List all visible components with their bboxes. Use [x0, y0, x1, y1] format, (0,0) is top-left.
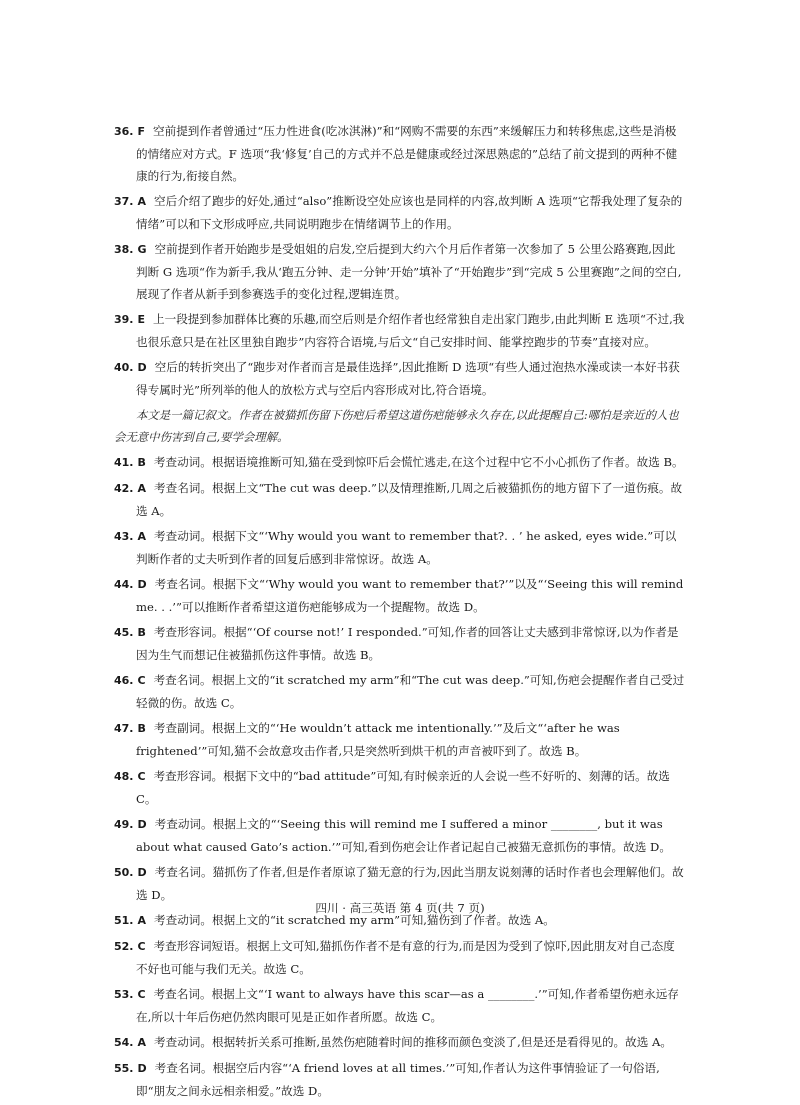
answer-group-36-40: [114, 120, 686, 401]
answer-letter: A: [137, 914, 147, 927]
answer-item: [114, 669, 686, 714]
explanation-text: 考查名词。根据上文“‘I want to always have this scar—as a ________.’”可知,作者希望伤疤永远存在,所以十年后伤疤仍然肉眼可见是正如作者所愿。故选 C。: [136, 987, 679, 1024]
question-number: 52.: [114, 940, 134, 953]
answer-item: [114, 120, 686, 187]
answer-letter: C: [137, 988, 146, 1001]
explanation-text: 考查名词。根据上文的“it scratched my arm”和“The cut was deep.”可知,伤疤会提醒作者自己受过轻微的伤。故选 C。: [136, 673, 685, 710]
answer-item: [114, 477, 686, 522]
answer-letter: C: [137, 770, 146, 783]
answer-letter: A: [137, 1036, 147, 1049]
answer-letter: B: [137, 626, 146, 639]
answer-letter: C: [137, 940, 146, 953]
answer-item: [114, 308, 686, 353]
explanation-text: 考查动词。根据下文“‘Why would you want to remember that?. . ’ he asked, eyes wide.”可以判断作者的丈夫听到作者的回复后感到非常惊讶。故选 A。: [136, 529, 677, 566]
explanation-text: 上一段提到参加群体比赛的乐趣,而空后则是介绍作者也经常独自走出家门跑步,由此判断 E 选项“不过,我也很乐意只是在社区里独自跑步”内容符合语境,与后文“自己安排时间、能掌控跑步的节奏”直接对应。: [136, 312, 685, 349]
question-number: 54.: [114, 1036, 134, 1049]
question-number: 46.: [114, 674, 134, 687]
explanation-text: 考查名词。根据空后内容“‘A friend loves at all times.’”可知,作者认为这件事情验证了一句俗语,即“朋友之间永远相亲相爱。”故选 D。: [136, 1061, 660, 1098]
question-number: 42.: [114, 482, 134, 495]
answer-letter: D: [137, 818, 147, 831]
answer-group-41-55: [114, 451, 686, 1102]
answer-item: [114, 983, 686, 1028]
answer-letter: D: [137, 866, 147, 879]
explanation-text: 空后介绍了跑步的好处,通过“also”推断设空处应该也是同样的内容,故判断 A 选项“它帮我处理了复杂的情绪”可以和下文形成呼应,共同说明跑步在情绪调节上的作用。: [136, 194, 683, 231]
question-number: 50.: [114, 866, 134, 879]
explanation-text: 考查名词。猫抓伤了作者,但是作者原谅了猫无意的行为,因此当朋友说刻薄的话时作者也会理解他们。故选 D。: [136, 865, 684, 902]
explanation-text: 考查形容词。根据“‘Of course not!’ I responded.”可知,作者的回答让丈夫感到非常惊讶,以为作者是因为生气而想记住被猫抓伤这件事情。故选 B。: [136, 625, 679, 662]
answer-letter: D: [137, 1062, 147, 1075]
question-number: 45.: [114, 626, 134, 639]
answer-item: [114, 238, 686, 305]
explanation-text: 空前提到作者曾通过“压力性进食(吃冰淇淋)”和“网购不需要的东西”来缓解压力和转移焦虑,这些是消极的情绪应对方式。F 选项“我‘修复’自己的方式并不总是健康或经过深思熟虑的”总结了前文提到的两种不健康的行为,衔接自然。: [136, 124, 678, 183]
answer-item: [114, 717, 686, 762]
question-number: 43.: [114, 530, 134, 543]
question-number: 38.: [114, 243, 134, 256]
answer-letter: G: [137, 243, 147, 256]
answer-explanations: [114, 120, 686, 1105]
answer-letter: B: [137, 722, 146, 735]
explanation-text: 考查动词。根据上文的“it scratched my arm”可知,猫伤到了作者。故选 A。: [154, 913, 555, 927]
answer-letter: A: [137, 530, 147, 543]
explanation-text: 空前提到作者开始跑步是受姐姐的启发,空后提到大约六个月后作者第一次参加了 5 公里公路赛跑,因此判断 G 选项“作为新手,我从‘跑五分钟、走一分钟’开始”填补了“开始跑步”到“完成 5 公里赛跑”之间的空白,展现了作者从新手到参赛选手的变化过程,逻辑连贯。: [136, 242, 682, 301]
answer-item: [114, 525, 686, 570]
explanation-text: 考查动词。根据转折关系可推断,虽然伤疤随着时间的推移而颜色变淡了,但是还是看得见的。故选 A。: [154, 1035, 672, 1049]
explanation-text: 考查形容词短语。根据上文可知,猫抓伤作者不是有意的行为,而是因为受到了惊吓,因此朋友对自己态度不好也可能与我们无关。故选 C。: [136, 939, 675, 976]
question-number: 40.: [114, 361, 134, 374]
explanation-text: 考查名词。根据下文“‘Why would you want to remember that?’”以及“‘Seeing this will remind me. . .’”可以推断作者希望这道伤疤能够成为一个提醒物。故选 D。: [136, 577, 684, 614]
answer-item: [114, 935, 686, 980]
answer-item: [114, 765, 686, 810]
answer-item: [114, 356, 686, 401]
answer-item: [114, 1057, 686, 1102]
answer-letter: E: [137, 313, 146, 326]
explanation-text: 考查形容词。根据下文中的“bad attitude”可知,有时候亲近的人会说一些不好听的、刻薄的话。故选 C。: [136, 769, 670, 806]
question-number: 55.: [114, 1062, 134, 1075]
question-number: 41.: [114, 456, 134, 469]
question-number: 48.: [114, 770, 134, 783]
question-number: 53.: [114, 988, 134, 1001]
answer-letter: A: [137, 195, 147, 208]
question-number: 36.: [114, 125, 134, 138]
question-number: 39.: [114, 313, 134, 326]
answer-item: [114, 621, 686, 666]
explanation-text: 考查动词。根据语境推断可知,猫在受到惊吓后会慌忙逃走,在这个过程中它不小心抓伤了作者。故选 B。: [153, 455, 684, 469]
answer-letter: F: [137, 125, 146, 138]
answer-letter: D: [137, 578, 147, 591]
answer-item: [114, 451, 686, 474]
answer-letter: D: [137, 361, 147, 374]
explanation-text: 考查动词。根据上文的“‘Seeing this will remind me I suffered a minor ________, but it was about what caused Gato’s action.’”可知,看到伤疤会让作者记起自己被猫无意抓伤的事情。故选 D。: [136, 817, 671, 854]
question-number: 47.: [114, 722, 134, 735]
page-footer: 四川 · 高三英语 第 4 页(共 7 页): [315, 901, 485, 915]
answer-letter: A: [137, 482, 147, 495]
explanation-text: 考查副词。根据上文的“‘He wouldn’t attack me intentionally.’”及后文“‘after he was frightened’”可知,猫不会故意攻击作者,只是突然听到烘干机的声音被吓到了。故选 B。: [136, 721, 620, 758]
question-number: 51.: [114, 914, 134, 927]
question-number: 44.: [114, 578, 134, 591]
question-number: 37.: [114, 195, 134, 208]
explanation-text: 考查名词。根据上文“The cut was deep.”以及情理推断,几周之后被猫抓伤的地方留下了一道伤痕。故选 A。: [136, 481, 683, 518]
explanation-text: 空后的转折突出了“跑步对作者而言是最佳选择”,因此推断 D 选项“有些人通过泡热水澡或读一本好书获得专属时光”所列举的他人的放松方式与空后内容形成对比,符合语境。: [136, 360, 680, 397]
answer-item: [114, 190, 686, 235]
answer-letter: C: [137, 674, 146, 687]
passage-summary: 本文是一篇记叙文。作者在被猫抓伤留下伤疤后希望这道伤疤能够永久存在,以此提醒自己:哪怕是亲近的人也会无意中伤害到自己,要学会理解。: [114, 408, 679, 444]
answer-letter: B: [137, 456, 146, 469]
answer-item: [114, 573, 686, 618]
answer-item: [114, 1031, 686, 1054]
question-number: 49.: [114, 818, 134, 831]
answer-item: [114, 813, 686, 858]
